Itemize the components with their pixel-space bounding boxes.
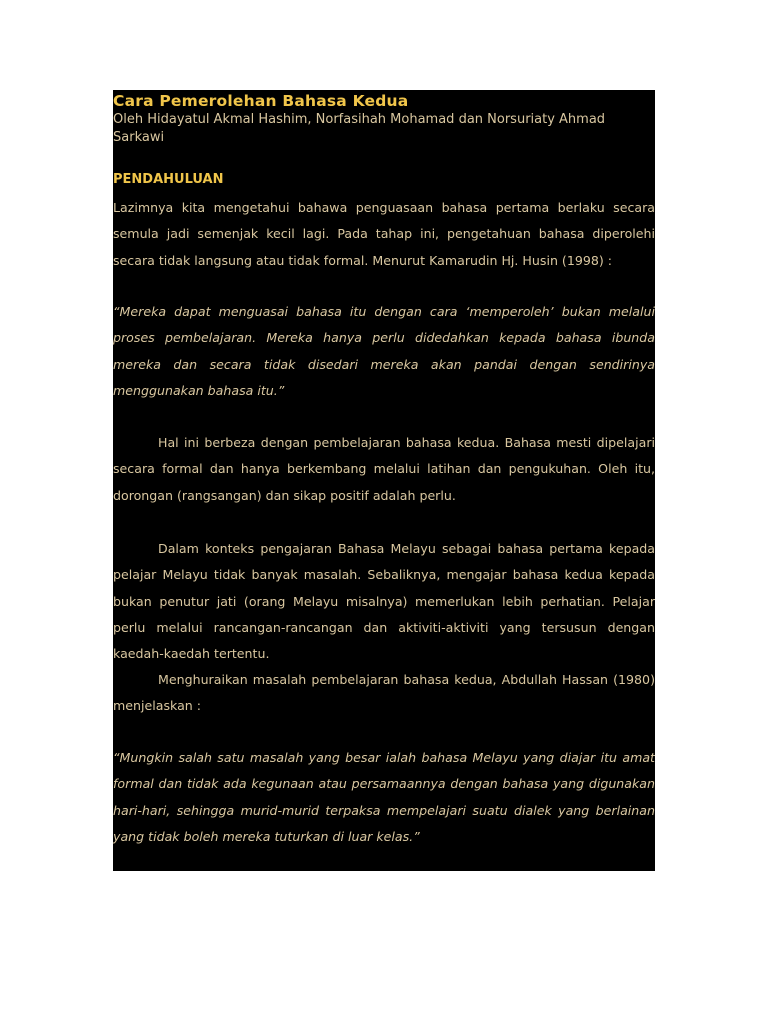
paragraph-context: Dalam konteks pengajaran Bahasa Melayu sebagai bahasa pertama kepada pelajar Melayu tidak banyak masalah. Sebaliknya, mengajar bahasa kedua kepada bukan penutur jati (orang Melayu misalnya) memerlukan lebih perhatian. Pelajar perlu melalui rancangan-rancangan dan aktiviti-aktiviti yang tersusun dengan kaedah-kaedah tertentu. [113,541,655,662]
paragraph-abdullah: Menghuraikan masalah pembelajaran bahasa kedua, Abdullah Hassan (1980) menjelaskan : [113,672,655,714]
paragraph-intro: Lazimnya kita mengetahui bahawa penguasaan bahasa pertama berlaku secara semula jadi semenjak kecil lagi. Pada tahap ini, pengetahuan bahasa diperolehi secara tidak langsung atau tidak formal. Menurut Kamarudin Hj. Husin (1998) : [113,200,655,268]
quote-kamarudin: “Mereka dapat menguasai bahasa itu dengan cara ‘memperoleh’ bukan melalui proses pembelajaran. Mereka hanya perlu didedahkan kepada bahasa ibunda mereka dan secara tidak disedari mereka akan pandai dengan sendirinya menggunakan bahasa itu.” [113,304,655,398]
document-title: Cara Pemerolehan Bahasa Kedua [113,92,409,110]
section-heading: PENDAHULUAN [113,172,224,187]
document-panel [113,90,655,871]
document-authors: Oleh Hidayatul Akmal Hashim, Norfasihah Mohamad dan Norsuriaty Ahmad Sarkawi [113,112,606,145]
quote-abdullah: “Mungkin salah satu masalah yang besar ialah bahasa Melayu yang diajar itu amat formal dan tidak ada kegunaan atau persamaannya dengan bahasa yang digunakan hari-hari, sehingga murid-murid terpaksa mempelajari suatu dialek yang berlainan yang tidak boleh mereka tuturkan di luar kelas.” [113,750,655,844]
paragraph-second-language: Hal ini berbeza dengan pembelajaran bahasa kedua. Bahasa mesti dipelajari secara formal dan hanya berkembang melalui latihan dan pengukuhan. Oleh itu, dorongan (rangsangan) dan sikap positif adalah perlu. [113,435,655,503]
